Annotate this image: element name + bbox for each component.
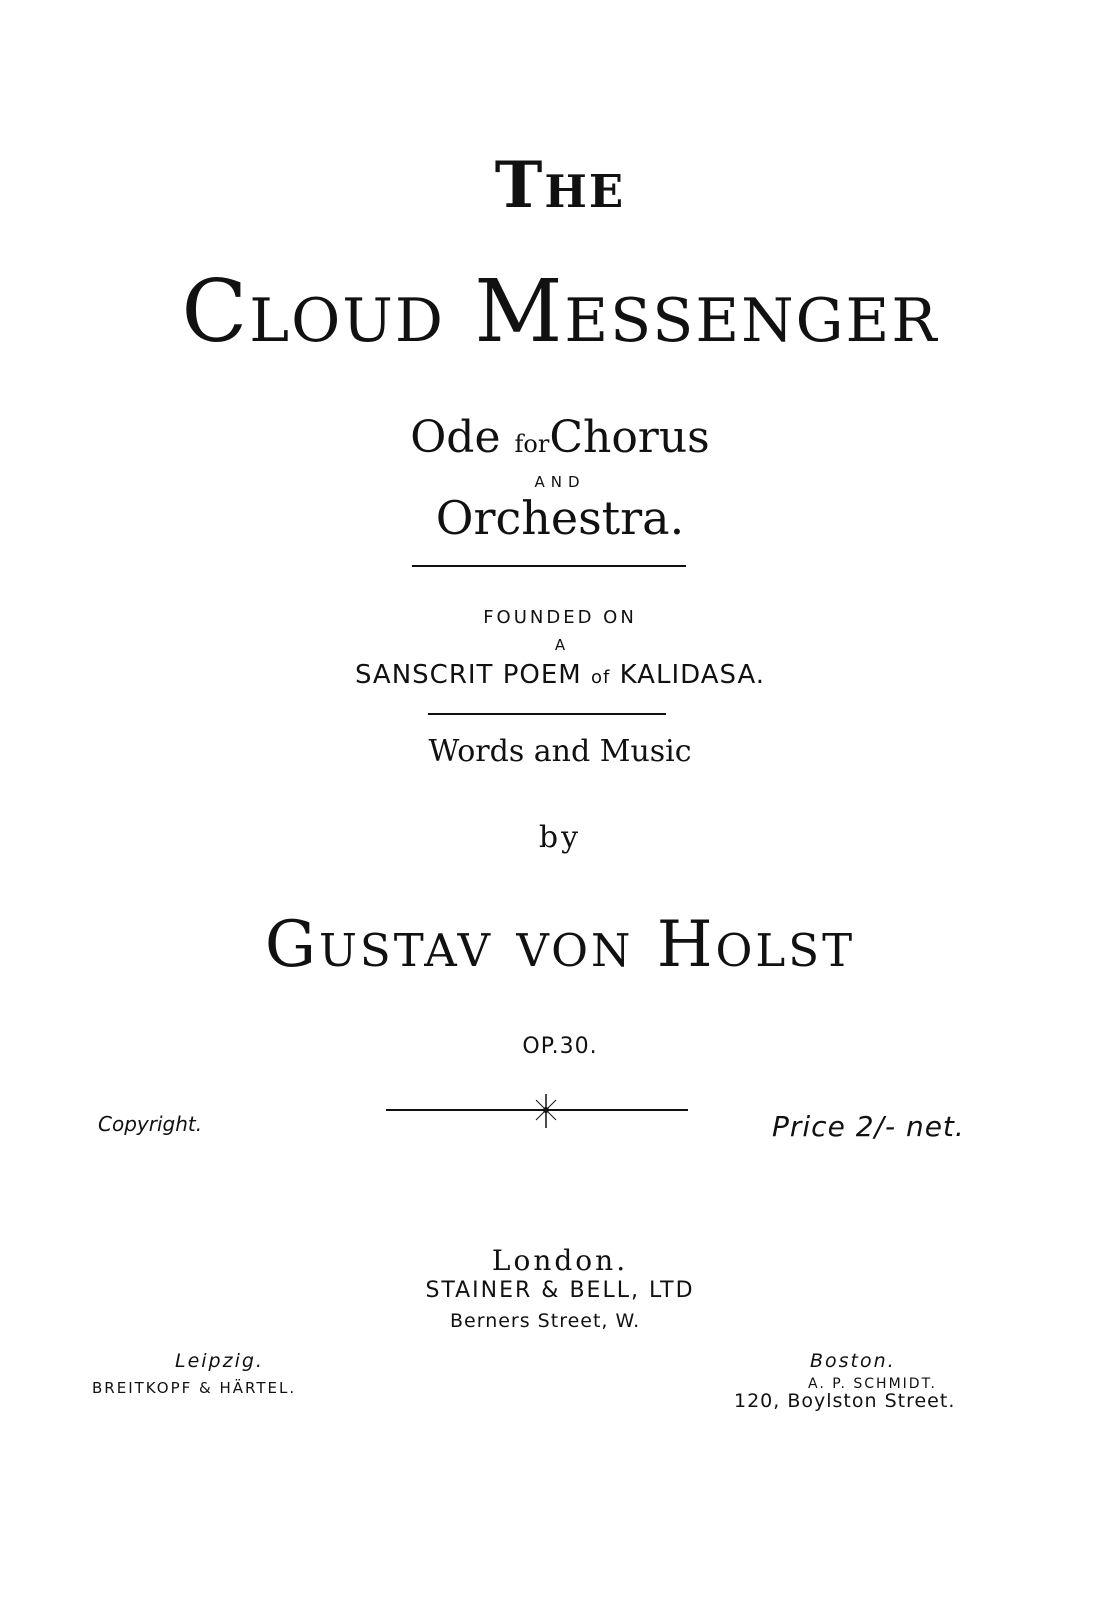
subtitle-for: for [514, 430, 550, 458]
composer-name: Gustav von Holst [264, 908, 856, 982]
founded-a-text: A [554, 636, 566, 654]
title-main: Cloud Messenger [181, 262, 939, 362]
agent-leipzig-name: BREITKOPF & HÄRTEL. [92, 1379, 297, 1397]
founded-on-text: FOUNDED ON [483, 607, 637, 628]
divider-rule [412, 565, 686, 567]
title-article: The [494, 148, 626, 223]
subtitle-chorus: Chorus [549, 412, 710, 463]
subtitle-ode: Ode [410, 412, 515, 463]
opus-number: OP.30. [522, 1034, 598, 1059]
source-poem-line [0, 660, 1120, 690]
source-poem-part2: KALIDASA. [610, 660, 766, 690]
agent-boston-city: Boston. [810, 1350, 896, 1372]
ornament-divider [380, 1090, 700, 1134]
by-text: by [538, 820, 582, 855]
words-and-music-text: Words and Music [428, 734, 692, 769]
subtitle-orchestra: Orchestra. [435, 491, 685, 545]
publisher-name: STAINER & BELL, LTD [425, 1278, 695, 1303]
price-text: Price 2/- net. [772, 1110, 965, 1143]
subtitle-and: AND [534, 473, 586, 491]
source-poem-part1: SANSCRIT POEM [354, 660, 591, 690]
source-poem-of: of [590, 667, 611, 688]
copyright-text: Copyright. [98, 1112, 203, 1136]
agent-leipzig-city: Leipzig. [175, 1350, 264, 1372]
publisher-city: London. [491, 1244, 629, 1277]
publisher-street: Berners Street, W. [450, 1310, 641, 1332]
subtitle-line [0, 412, 1120, 463]
divider-rule [428, 713, 666, 715]
agent-boston-name: A. P. SCHMIDT. [808, 1376, 937, 1392]
agent-boston-street: 120, Boylston Street. [734, 1390, 956, 1412]
